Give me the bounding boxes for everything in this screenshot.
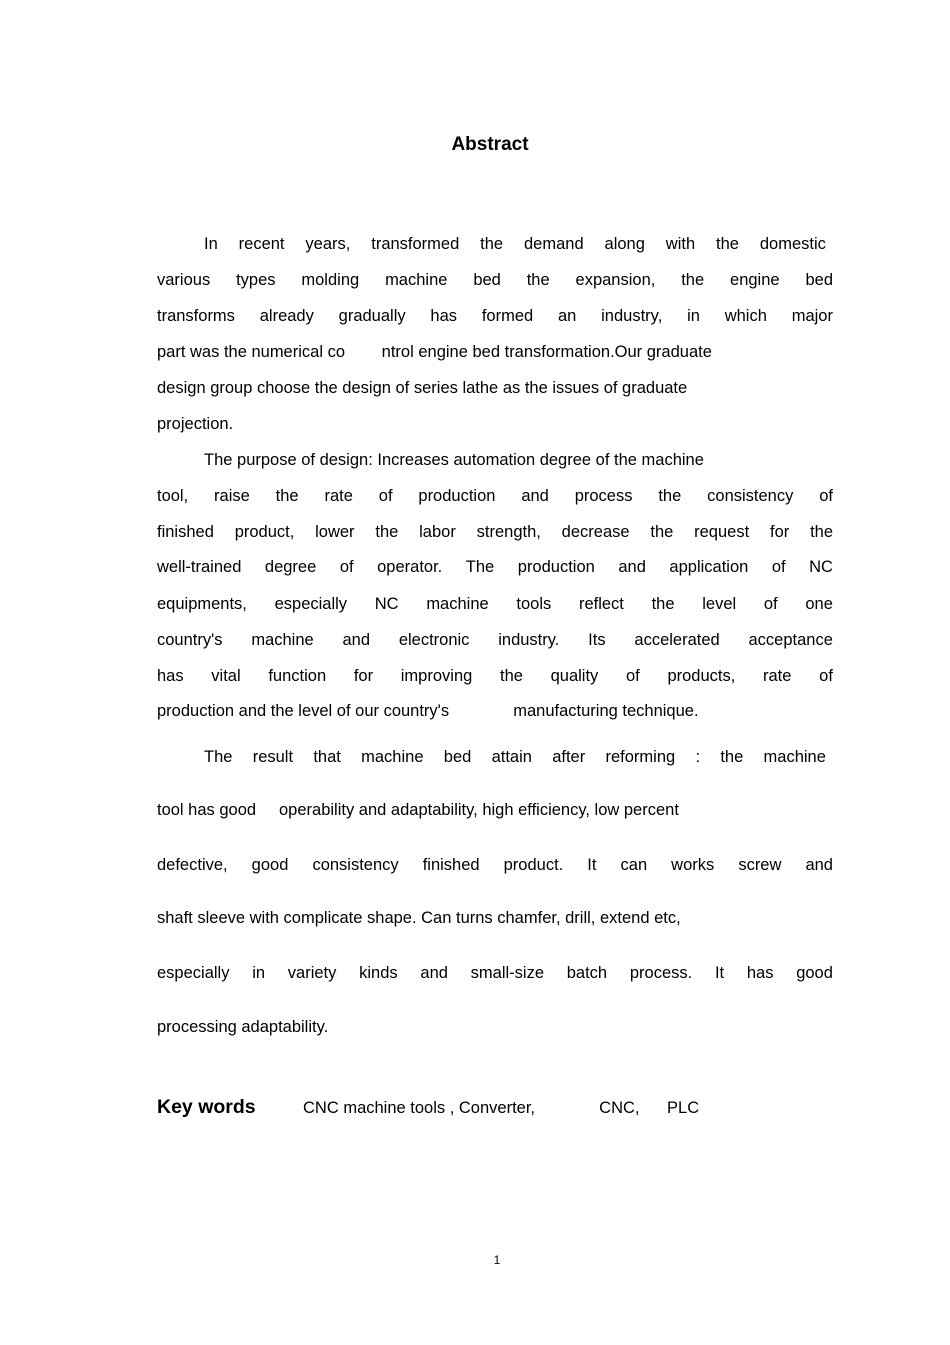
word: the xyxy=(810,523,833,541)
paragraph-3-line-5 xyxy=(157,964,833,983)
paragraph-1-line-5: design group choose the design of series lathe as the issues of graduate xyxy=(157,379,688,397)
paragraph-1-line-4: part was the numerical co ntrol engine bed transformation.Our graduate xyxy=(157,343,712,361)
word: bed xyxy=(473,271,501,289)
word: for xyxy=(769,523,790,541)
paragraph-1-line-1 xyxy=(204,235,826,254)
word: tool, xyxy=(157,487,189,505)
paragraph-2-line-8: production and the level of our country's manufacturing technique. xyxy=(157,702,699,720)
word: the xyxy=(275,487,299,505)
word: can xyxy=(620,856,648,874)
paragraph-3-line-2: tool has good operability and adaptability, high efficiency, low percent xyxy=(157,801,679,819)
word: finished xyxy=(422,856,480,874)
word: products, xyxy=(667,667,736,685)
word: It xyxy=(714,964,725,982)
word: after xyxy=(552,748,586,766)
word: the xyxy=(480,235,504,253)
paragraph-3-line-6: processing adaptability. xyxy=(157,1018,329,1036)
word: works xyxy=(671,856,715,874)
word: screw xyxy=(738,856,782,874)
word: product, xyxy=(234,523,295,541)
word: labor xyxy=(419,523,456,541)
word: the xyxy=(681,271,705,289)
word: result xyxy=(252,748,294,766)
word: machine xyxy=(426,595,489,613)
page-title: Abstract xyxy=(451,134,529,155)
word: formed xyxy=(481,307,534,325)
keywords-label: Key words xyxy=(157,1096,256,1118)
word: and xyxy=(521,487,549,505)
word: the xyxy=(720,748,744,766)
word: quality xyxy=(550,667,599,685)
word: machine xyxy=(361,748,424,766)
paragraph-2-line-5 xyxy=(157,595,833,614)
word: reforming xyxy=(605,748,676,766)
word: transforms xyxy=(157,307,235,325)
word: the xyxy=(375,523,399,541)
word: and xyxy=(342,631,371,649)
word: raise xyxy=(214,487,250,505)
word: tools xyxy=(516,595,552,613)
word: kinds xyxy=(359,964,398,982)
word: types xyxy=(236,271,276,289)
word: process xyxy=(574,487,633,505)
word: attain xyxy=(491,748,532,766)
word: function xyxy=(268,667,327,685)
word: application xyxy=(669,558,749,576)
word: for xyxy=(353,667,374,685)
word: which xyxy=(724,307,767,325)
paragraph-2-line-6 xyxy=(157,631,833,650)
word: vital xyxy=(211,667,241,685)
word: already xyxy=(259,307,314,325)
word: and xyxy=(618,558,646,576)
word: with xyxy=(665,235,696,253)
word: In xyxy=(204,235,218,253)
word: the xyxy=(716,235,739,253)
word: of xyxy=(339,558,354,576)
word: product. xyxy=(503,856,564,874)
word: various xyxy=(157,271,211,289)
word: of xyxy=(771,558,786,576)
paragraph-3-line-3 xyxy=(157,856,833,875)
word: that xyxy=(313,748,341,766)
word: well-trained xyxy=(157,558,242,576)
word: NC xyxy=(374,595,399,613)
word: The xyxy=(465,558,495,576)
word: an xyxy=(557,307,577,325)
word: especially xyxy=(157,964,230,982)
word: country's xyxy=(157,631,223,649)
paragraph-2-line-1: The purpose of design: Increases automation degree of the machine xyxy=(204,451,704,469)
word: molding xyxy=(301,271,360,289)
word: especially xyxy=(274,595,348,613)
word: the xyxy=(526,271,550,289)
word: along xyxy=(604,235,645,253)
word: NC xyxy=(809,558,833,576)
word: level xyxy=(702,595,737,613)
word: expansion, xyxy=(575,271,656,289)
word: industry, xyxy=(601,307,663,325)
word: and xyxy=(420,964,448,982)
word: the xyxy=(658,487,682,505)
word: The xyxy=(204,748,233,766)
word: machine xyxy=(251,631,314,649)
word: major xyxy=(791,307,833,325)
word: acceptance xyxy=(748,631,833,649)
word: equipments, xyxy=(157,595,247,613)
word: in xyxy=(252,964,266,982)
word: and xyxy=(805,856,833,874)
word: finished xyxy=(157,523,214,541)
word: transformed xyxy=(371,235,460,253)
word: has xyxy=(746,964,774,982)
keywords-values: CNC machine tools , Converter, CNC, PLC xyxy=(303,1099,700,1117)
word: operator. xyxy=(377,558,443,576)
word: request xyxy=(694,523,750,541)
word: Its xyxy=(588,631,606,649)
word: of xyxy=(626,667,640,685)
word: has xyxy=(157,667,184,685)
page-number: 1 xyxy=(493,1253,501,1267)
word: consistency xyxy=(707,487,794,505)
word: of xyxy=(819,667,833,685)
word: machine xyxy=(385,271,448,289)
paragraph-3-line-4: shaft sleeve with complicate shape. Can turns chamfer, drill, extend etc, xyxy=(157,909,681,927)
word: of xyxy=(819,487,833,505)
word: machine xyxy=(763,748,826,766)
word: electronic xyxy=(398,631,470,649)
word: small-size xyxy=(470,964,544,982)
word: bed xyxy=(443,748,472,766)
word: the xyxy=(651,595,675,613)
word: good xyxy=(796,964,833,982)
paragraph-2-line-3 xyxy=(157,523,833,542)
word: rate xyxy=(763,667,792,685)
word: consistency xyxy=(312,856,399,874)
word: industry. xyxy=(498,631,560,649)
word: improving xyxy=(400,667,473,685)
paragraph-3-line-1 xyxy=(204,748,826,767)
paragraph-1-line-2 xyxy=(157,271,833,290)
word: gradually xyxy=(338,307,406,325)
word: the xyxy=(650,523,674,541)
word: defective, xyxy=(157,856,228,874)
word: of xyxy=(763,595,778,613)
word: production xyxy=(517,558,595,576)
word: domestic xyxy=(759,235,826,253)
word: of xyxy=(378,487,393,505)
paragraph-1-line-3 xyxy=(157,307,833,326)
word: accelerated xyxy=(634,631,720,649)
word: reflect xyxy=(578,595,624,613)
word: It xyxy=(587,856,597,874)
word: the xyxy=(499,667,523,685)
word: batch xyxy=(566,964,608,982)
paragraph-2-line-4 xyxy=(157,558,833,577)
word: degree xyxy=(264,558,317,576)
paragraph-2-line-2 xyxy=(157,487,833,506)
word: : xyxy=(695,748,701,766)
word: demand xyxy=(524,235,584,253)
word: in xyxy=(687,307,700,325)
paragraph-1-line-6: projection. xyxy=(157,415,234,433)
word: lower xyxy=(315,523,355,541)
paragraph-2-line-7 xyxy=(157,667,833,686)
word: years, xyxy=(305,235,351,253)
word: one xyxy=(805,595,833,613)
word: strength, xyxy=(476,523,541,541)
word: rate xyxy=(324,487,353,505)
word: engine xyxy=(730,271,780,289)
word: production xyxy=(418,487,496,505)
word: variety xyxy=(287,964,337,982)
word: has xyxy=(430,307,458,325)
word: decrease xyxy=(561,523,630,541)
word: recent xyxy=(238,235,285,253)
word: bed xyxy=(805,271,833,289)
word: good xyxy=(251,856,289,874)
word: process. xyxy=(629,964,693,982)
